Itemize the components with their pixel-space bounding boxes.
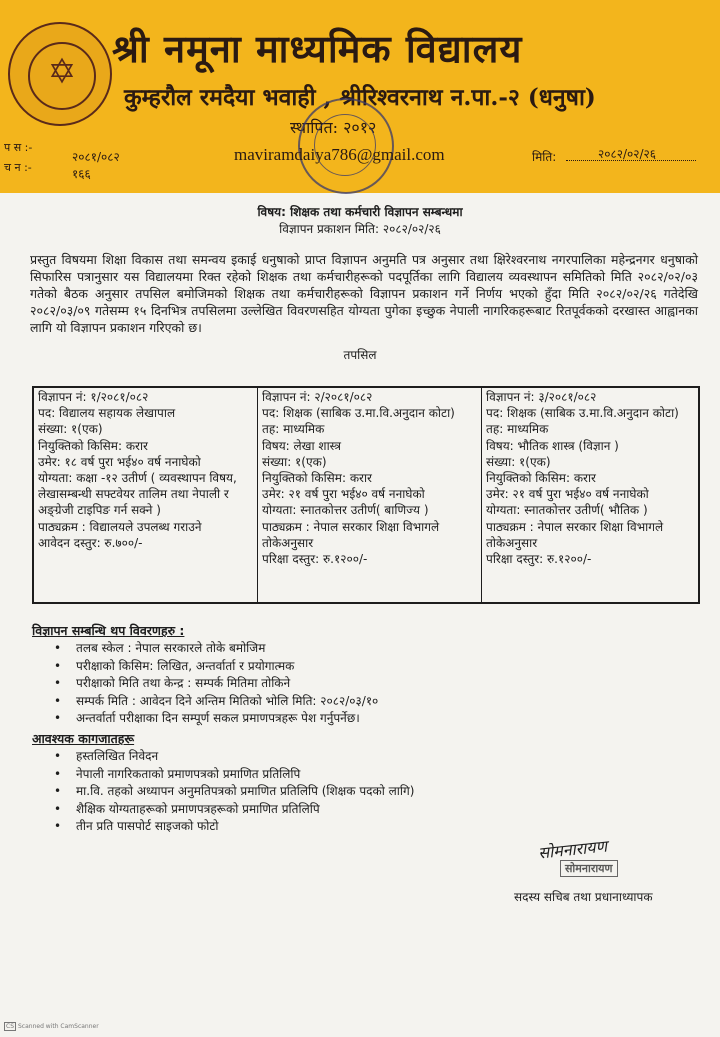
- cn-label: च न :-: [4, 161, 32, 174]
- list-item: • शैक्षिक योग्यताहरूको प्रमाणपत्रहरूको प्रमाणित प्रतिलिपि: [52, 801, 414, 819]
- signature-stamp: सोमनारायण: [560, 860, 618, 877]
- vacancy-line: संख्या: १(एक): [262, 454, 327, 469]
- documents-list: [52, 748, 414, 836]
- cn-value: १६६: [72, 167, 91, 181]
- vacancy-line: विज्ञापन नं: १/२०८१/०८२: [38, 390, 149, 404]
- signatory-title: सदस्य सचिब तथा प्रधानाध्यापक: [514, 890, 653, 904]
- vacancy-line: पद: विद्यालय सहायक लेखापाल: [38, 406, 176, 421]
- vacancy-line: नियुक्तिको किसिम: करार: [486, 471, 596, 486]
- camscanner-icon: CS: [6, 1023, 14, 1030]
- publish-date: विज्ञापन प्रकाशन मिति: २०८२/०२/२६: [279, 222, 441, 236]
- vacancy-line: पाठ्यक्रम : विद्यालयले उपलब्ध गराउने: [38, 519, 202, 534]
- vacancy-line: तह: माध्यमिक: [262, 422, 325, 437]
- school-address: कुम्हरौल रमदैया भवाही , श्रीरिश्वरनाथ न.पा.-२ (धनुषा): [124, 84, 596, 111]
- date-value: २०८२/०२/२६: [598, 147, 657, 161]
- vacancy-line: संख्या: १(एक): [38, 422, 103, 437]
- list-item: • परीक्षाको किसिम: लिखित, अन्तर्वार्ता र प्रयोगात्मक: [52, 658, 378, 676]
- ps-label: प स :-: [4, 141, 33, 154]
- vacancy-line: विज्ञापन नं: ३/२०८१/०८२: [486, 390, 597, 404]
- school-email: maviramdaiya786@gmail.com: [234, 145, 445, 164]
- vacancy-line: उमेर: २१ वर्ष पुरा भई४० वर्ष ननाघेको: [486, 487, 649, 502]
- details-title: विज्ञापन सम्बन्धि थप विवरणहरु :: [32, 623, 185, 638]
- letterhead: [0, 0, 720, 193]
- date-label: मिति:: [532, 150, 557, 164]
- vacancy-line: विषय: भौतिक शास्त्र (विज्ञान ): [486, 438, 619, 453]
- school-logo: [8, 22, 112, 126]
- list-item: • तीन प्रति पासपोर्ट साइजको फोटो: [52, 818, 414, 836]
- vacancy-line: योग्यता: कक्षा -१२ उतीर्ण ( व्यवस्थापन विषय, लेखासम्बन्धी सफ्टवेयर तालिम तथा नेपाली र अङ्ग्रेजी टाइपिङ गर्न सक्ने ): [38, 471, 237, 518]
- list-item: • तलब स्केल : नेपाल सरकारले तोके बमोजिम: [52, 640, 378, 658]
- list-item: • हस्तलिखित निवेदन: [52, 748, 414, 766]
- vacancy-line: परिक्षा दस्तुर: रु.१२००/-: [486, 552, 592, 567]
- list-item: • अन्तर्वार्ता परीक्षाका दिन सम्पूर्ण सकल प्रमाणपत्रहरू पेश गर्नुपर्नेछ।: [52, 710, 378, 728]
- vacancy-column-1: [34, 388, 258, 602]
- notice-paragraph: प्रस्तुत विषयमा शिक्षा विकास तथा समन्वय इकाई धनुषाको प्राप्त विज्ञापन अनुमति पत्र अनुसार तथा क्षिरेश्वरनाथ नगरपालिका महेन्द्रनगर धनुषाको सिफारिस पत्रानुसार यस विद्यालयमा रिक्त रहेको शिक्षक तथा कर्मचारीहरूको पदपूर्तिका लागि विद्यालय व्यवस्थापन समितिको मिति २०८२/०२/०३ गतेको बैठक अनुसार तपसिल बमोजिमको शिक्षक तथा कर्मचारीहरूको विज्ञापन प्रकाशन गर्ने निर्णय भएको हुँदा मिति २०८२/०२/२६ गतेदेखि २०८२/०३/०९ गतेसम्म १५ दिनभित्र तपसिलमा उल्लेखित विवरणसहित योग्यता पुगेका इच्छुक नेपाली नागरिकहरूबाट रितपूर्वकको दरखास्त आह्वानका लागि यो विज्ञापन प्रकाशन गरिएको छ।: [30, 252, 698, 335]
- vacancy-line: आवेदन दस्तुर: रु.७००/-: [38, 535, 143, 550]
- vacancy-line: पाठ्यक्रम : नेपाल सरकार शिक्षा विभागले तोकेअनुसार: [486, 519, 664, 550]
- scanner-watermark: [4, 1022, 99, 1031]
- star-icon: ✡: [47, 52, 77, 92]
- notice-subject: विषय: शिक्षक तथा कर्मचारी विज्ञापन सम्बन्धमा: [257, 205, 463, 219]
- vacancy-line: नियुक्तिको किसिम: करार: [38, 438, 148, 453]
- vacancy-line: तह: माध्यमिक: [486, 422, 549, 437]
- vacancy-column-2: [258, 388, 482, 602]
- ps-value: २०८१/०८२: [72, 150, 120, 164]
- list-item: • नेपाली नागरिकताको प्रमाणपत्रको प्रमाणित प्रतिलिपि: [52, 766, 414, 784]
- vacancy-line: उमेर: १८ वर्ष पुरा भई४० वर्ष ननाघेको: [38, 454, 201, 469]
- vacancy-line: पद: शिक्षक (साबिक उ.मा.वि.अनुदान कोटा): [486, 406, 679, 421]
- vacancy-line: विज्ञापन नं: २/२०८१/०८२: [262, 390, 373, 404]
- vacancy-line: संख्या: १(एक): [486, 454, 551, 469]
- details-list: [52, 640, 378, 728]
- list-item: • मा.वि. तहको अध्यापन अनुमतिपत्रको प्रमाणित प्रतिलिपि (शिक्षक पदको लागि): [52, 783, 414, 801]
- vacancy-column-3: [482, 388, 698, 602]
- vacancy-line: विषय: लेखा शास्त्र: [262, 438, 341, 453]
- date-dotted-line: [566, 160, 696, 161]
- list-item: • सम्पर्क मिति : आवेदन दिने अन्तिम मितिको भोलि मिति: २०८२/०३/१०: [52, 693, 378, 711]
- school-name: श्री नमूना माध्यमिक विद्यालय: [112, 26, 523, 71]
- vacancy-line: परिक्षा दस्तुर: रु.१२००/-: [262, 552, 368, 567]
- established-year: स्थापित: २०१२: [290, 118, 377, 137]
- vacancy-line: पाठ्यक्रम : नेपाल सरकार शिक्षा विभागले तोकेअनुसार: [262, 519, 440, 550]
- vacancy-line: योग्यता: स्नातकोत्तर उतीर्ण( बाणिज्य ): [262, 503, 429, 518]
- vacancy-table: [32, 386, 700, 604]
- tapsil-heading: तपसिल: [343, 348, 377, 362]
- vacancy-line: उमेर: २१ वर्ष पुरा भई४० वर्ष ननाघेको: [262, 487, 425, 502]
- vacancy-line: पद: शिक्षक (साबिक उ.मा.वि.अनुदान कोटा): [262, 406, 455, 421]
- watermark-text: Scanned with CamScanner: [18, 1023, 99, 1030]
- handwritten-signature: सोमनारायण: [537, 836, 608, 863]
- vacancy-line: योग्यता: स्नातकोत्तर उतीर्ण( भौतिक ): [486, 503, 648, 518]
- list-item: • परीक्षाको मिति तथा केन्द्र : सम्पर्क मितिमा तोकिने: [52, 675, 378, 693]
- vacancy-line: नियुक्तिको किसिम: करार: [262, 471, 372, 486]
- documents-title: आवश्यक कागजातहरू: [32, 731, 135, 746]
- logo-emblem: [28, 42, 96, 110]
